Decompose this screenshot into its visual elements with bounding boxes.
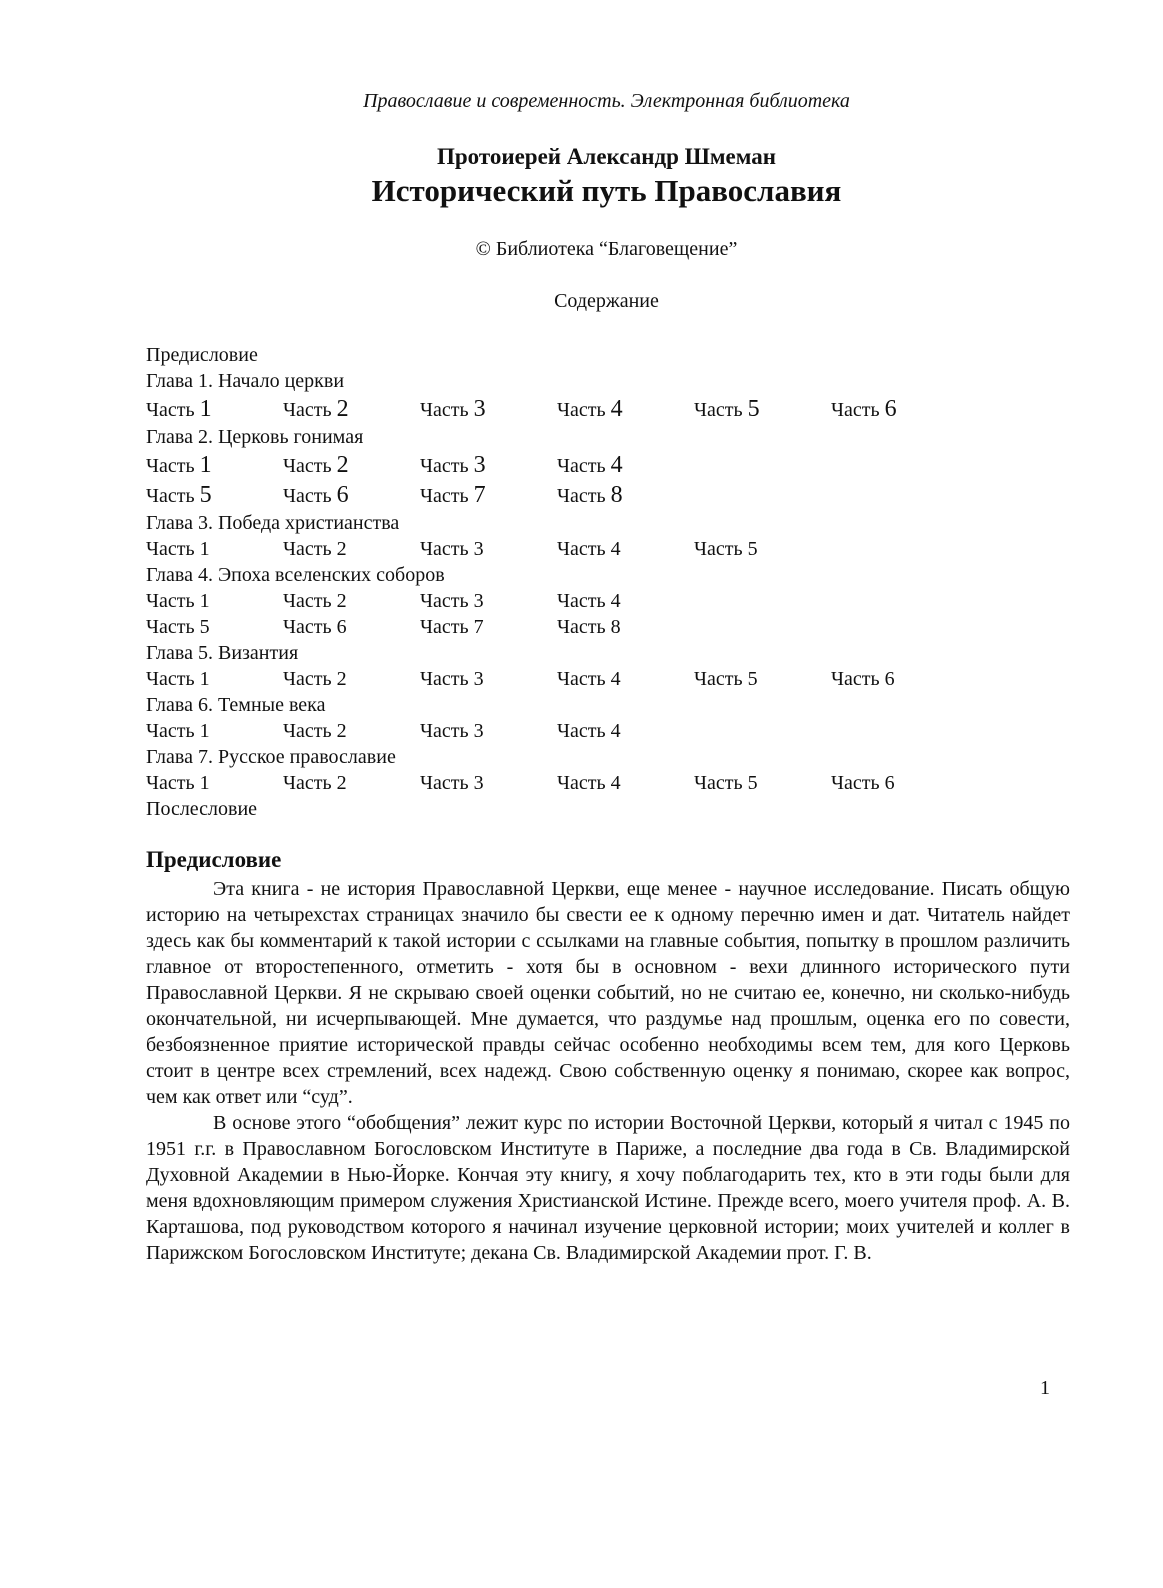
toc-part-link[interactable] (694, 536, 831, 562)
toc-part-label: Часть (146, 772, 195, 794)
toc-chapter-title[interactable]: Глава 6. Темные века (146, 694, 326, 716)
toc-part-number: 1 (199, 590, 210, 612)
toc-part-label: Часть (557, 616, 606, 638)
toc-chapter-title[interactable]: Глава 4. Эпоха вселенских соборов (146, 564, 445, 586)
toc-part-number: 1 (199, 668, 210, 690)
toc-part-label: Часть (146, 668, 195, 690)
toc-part-number: 7 (473, 616, 484, 638)
toc-parts-row (146, 394, 968, 424)
toc-chapters (146, 368, 968, 796)
toc-part-number: 1 (199, 538, 210, 560)
toc-part-label: Часть (420, 720, 469, 742)
paragraph-1: Эта книга - не история Православной Церкви, еще менее - научное исследование. Писать общую историю на четырехстах страницах значило бы свести ее к одному перечню имен и дат. Читатель найдет здесь как бы комментарий к такой истории с ссылками на главные события, попытку в прошлом различить главное от второстепенного, отметить - хотя бы в основном - вехи длинного исторического пути Православной Церкви. Я не скрываю своей оценки событий, но не считаю ее, конечно, ни сколько-нибудь окончательной, ни исчерпывающей. Мне думается, что раздумье над прошлым, оценка его по совести, безбоязненное приятие исторической правды сейчас особенно необходимы всем тем, для кого Церковь стоит в центре всех стремлений, всех надежд. Свою собственную оценку я понимаю, скорее как вопрос, чем как ответ или “суд”. (146, 878, 1070, 1108)
toc-part-link[interactable] (420, 770, 557, 796)
toc-part-label: Часть (146, 399, 195, 421)
toc-part-label: Часть (420, 455, 469, 477)
toc-part-number: 3 (473, 772, 484, 794)
toc-part-label: Часть (420, 590, 469, 612)
toc-preface-text[interactable]: Предисловие (146, 344, 258, 366)
toc-part-label: Часть (831, 772, 880, 794)
toc-part-label: Часть (831, 399, 880, 421)
toc-part-link[interactable] (146, 536, 283, 562)
toc-part-number: 4 (610, 538, 621, 560)
toc-part-link[interactable] (283, 666, 420, 692)
toc-part-link[interactable] (694, 666, 831, 692)
toc-part-label: Часть (557, 772, 606, 794)
toc-part-number: 3 (473, 720, 484, 742)
toc-part-number: 4 (610, 668, 621, 690)
toc-afterword-text[interactable]: Послесловие (146, 798, 258, 820)
toc-part-link[interactable] (283, 450, 420, 480)
toc-part-number: 2 (336, 396, 349, 422)
toc-part-number: 6 (336, 616, 347, 638)
toc-part-number: 1 (199, 720, 210, 742)
toc-part-number: 2 (336, 772, 347, 794)
toc-part-link[interactable] (283, 394, 420, 424)
toc-part-number: 4 (610, 772, 621, 794)
toc-part-number: 5 (199, 482, 212, 508)
toc-part-link[interactable] (420, 588, 557, 614)
toc-part-label: Часть (283, 399, 332, 421)
toc-parts-row (146, 666, 968, 692)
toc-part-link[interactable] (146, 614, 283, 640)
toc-part-label: Часть (420, 668, 469, 690)
toc-part-label: Часть (420, 538, 469, 560)
toc-part-number: 2 (336, 590, 347, 612)
toc-part-label: Часть (146, 590, 195, 612)
toc-part-number: 4 (610, 396, 623, 422)
toc-part-link[interactable] (146, 666, 283, 692)
toc-part-link[interactable] (146, 770, 283, 796)
toc-part-number: 6 (884, 396, 897, 422)
toc-part-label: Часть (420, 485, 469, 507)
toc-part-label: Часть (420, 399, 469, 421)
toc-part-label: Часть (557, 455, 606, 477)
toc-part-number: 4 (610, 452, 623, 478)
toc-part-number: 8 (610, 616, 621, 638)
toc-part-link[interactable] (557, 480, 694, 510)
toc-part-number: 5 (747, 772, 758, 794)
toc-chapter-title[interactable]: Глава 7. Русское православие (146, 746, 396, 768)
section-heading: Предисловие (146, 847, 282, 872)
toc-part-label: Часть (146, 485, 195, 507)
toc-part-link[interactable] (557, 614, 694, 640)
toc-part-link[interactable] (146, 450, 283, 480)
toc-afterword-link[interactable] (146, 796, 968, 822)
toc-part-label: Часть (557, 668, 606, 690)
toc-part-number: 2 (336, 720, 347, 742)
toc-part-link[interactable] (557, 536, 694, 562)
toc-chapter-title[interactable]: Глава 2. Церковь гонимая (146, 426, 364, 448)
toc-parts-row (146, 480, 968, 510)
toc-preface-link[interactable] (146, 342, 968, 368)
toc-part-link[interactable] (146, 480, 283, 510)
book-author: Протоиерей Александр Шмеман (436, 144, 777, 169)
toc-part-link[interactable] (694, 394, 831, 424)
toc-parts-row (146, 536, 968, 562)
toc-part-label: Часть (283, 616, 332, 638)
toc-chapter-title[interactable]: Глава 5. Византия (146, 642, 299, 664)
toc-part-label: Часть (146, 616, 195, 638)
toc-part-label: Часть (557, 399, 606, 421)
toc-part-label: Часть (557, 485, 606, 507)
toc-part-link[interactable] (283, 536, 420, 562)
toc-part-number: 5 (747, 538, 758, 560)
toc-part-link[interactable] (557, 588, 694, 614)
toc-part-label: Часть (694, 399, 743, 421)
toc-part-link[interactable] (146, 394, 283, 424)
toc-part-link[interactable] (831, 666, 968, 692)
toc-part-number: 2 (336, 538, 347, 560)
toc-part-link[interactable] (146, 588, 283, 614)
toc-part-link[interactable] (557, 666, 694, 692)
toc-part-link[interactable] (420, 480, 557, 510)
toc-part-label: Часть (283, 668, 332, 690)
toc-part-label: Часть (694, 772, 743, 794)
toc-part-number: 5 (199, 616, 210, 638)
toc-part-label: Часть (283, 772, 332, 794)
toc-part-link[interactable] (283, 614, 420, 640)
toc-part-label: Часть (694, 538, 743, 560)
copyright-line: © Библиотека “Благовещение” (475, 238, 738, 260)
toc-part-link[interactable] (420, 614, 557, 640)
toc-part-number: 8 (610, 482, 623, 508)
toc-part-link[interactable] (557, 394, 694, 424)
toc-part-link[interactable] (283, 770, 420, 796)
toc-part-number: 3 (473, 396, 486, 422)
toc-part-number: 2 (336, 668, 347, 690)
toc-part-link[interactable] (420, 718, 557, 744)
toc-part-label: Часть (831, 668, 880, 690)
paragraph-2: В основе этого “обобщения” лежит курс по истории Восточной Церкви, который я читал с 1945 по 1951 г.г. в Православном Богословском Институте в Париже, а последние два года в Св. Владимирской Духовной Академии в Нью-Йорке. Кончая эту книгу, я хочу поблагодарить тех, кто в эти годы были для меня вдохновляющим примером служения Христианской Истине. Прежде всего, моего учителя проф. А. В. Карташова, под руководством которого я начинал изучение церковной истории; моих учителей и коллег в Парижском Богословском Институте; декана Св. Владимирской Академии прот. Г. В. (146, 1112, 1070, 1264)
toc-part-link[interactable] (694, 770, 831, 796)
toc-chapter-title[interactable]: Глава 1. Начало церкви (146, 370, 345, 392)
toc-part-number: 4 (610, 590, 621, 612)
toc-part-link[interactable] (831, 770, 968, 796)
toc-parts-row (146, 718, 968, 744)
toc-part-number: 3 (473, 538, 484, 560)
toc-part-label: Часть (283, 720, 332, 742)
toc-part-link[interactable] (420, 536, 557, 562)
toc-part-label: Часть (146, 720, 195, 742)
toc-part-number: 1 (199, 396, 212, 422)
table-of-contents (146, 342, 968, 822)
toc-part-label: Часть (283, 538, 332, 560)
toc-part-label: Часть (283, 590, 332, 612)
toc-part-link[interactable] (557, 718, 694, 744)
toc-part-link[interactable] (283, 718, 420, 744)
toc-part-number: 2 (336, 452, 349, 478)
toc-part-label: Часть (283, 485, 332, 507)
toc-part-number: 6 (336, 482, 349, 508)
toc-parts-row (146, 450, 968, 480)
toc-parts-row (146, 614, 968, 640)
toc-part-link[interactable] (420, 394, 557, 424)
toc-part-label: Часть (146, 538, 195, 560)
toc-part-label: Часть (283, 455, 332, 477)
book-title: Исторический путь Православия (371, 173, 842, 208)
toc-part-number: 6 (884, 668, 895, 690)
toc-part-number: 1 (199, 452, 212, 478)
toc-part-label: Часть (694, 668, 743, 690)
toc-part-label: Часть (420, 616, 469, 638)
toc-part-number: 3 (473, 452, 486, 478)
toc-part-label: Часть (420, 772, 469, 794)
contents-heading: Содержание (554, 290, 659, 312)
toc-part-link[interactable] (283, 588, 420, 614)
section-body (146, 876, 1070, 1266)
library-header: Православие и современность. Электронная библиотека (363, 90, 850, 112)
toc-part-number: 3 (473, 590, 484, 612)
toc-part-number: 6 (884, 772, 895, 794)
toc-part-number: 4 (610, 720, 621, 742)
toc-part-link[interactable] (420, 666, 557, 692)
toc-part-number: 7 (473, 482, 486, 508)
toc-chapter-title[interactable]: Глава 3. Победа христианства (146, 512, 400, 534)
toc-part-label: Часть (557, 590, 606, 612)
toc-part-link[interactable] (557, 450, 694, 480)
toc-part-label: Часть (557, 720, 606, 742)
toc-part-number: 1 (199, 772, 210, 794)
toc-parts-row (146, 770, 968, 796)
toc-part-number: 3 (473, 668, 484, 690)
toc-part-link[interactable] (283, 480, 420, 510)
toc-part-number: 5 (747, 668, 758, 690)
toc-part-label: Часть (146, 455, 195, 477)
toc-part-label: Часть (557, 538, 606, 560)
toc-part-link[interactable] (420, 450, 557, 480)
toc-part-link[interactable] (146, 718, 283, 744)
toc-part-link[interactable] (831, 394, 968, 424)
page-number: 1 (1040, 1377, 1050, 1399)
toc-part-number: 5 (747, 396, 760, 422)
toc-part-link[interactable] (557, 770, 694, 796)
toc-parts-row (146, 588, 968, 614)
